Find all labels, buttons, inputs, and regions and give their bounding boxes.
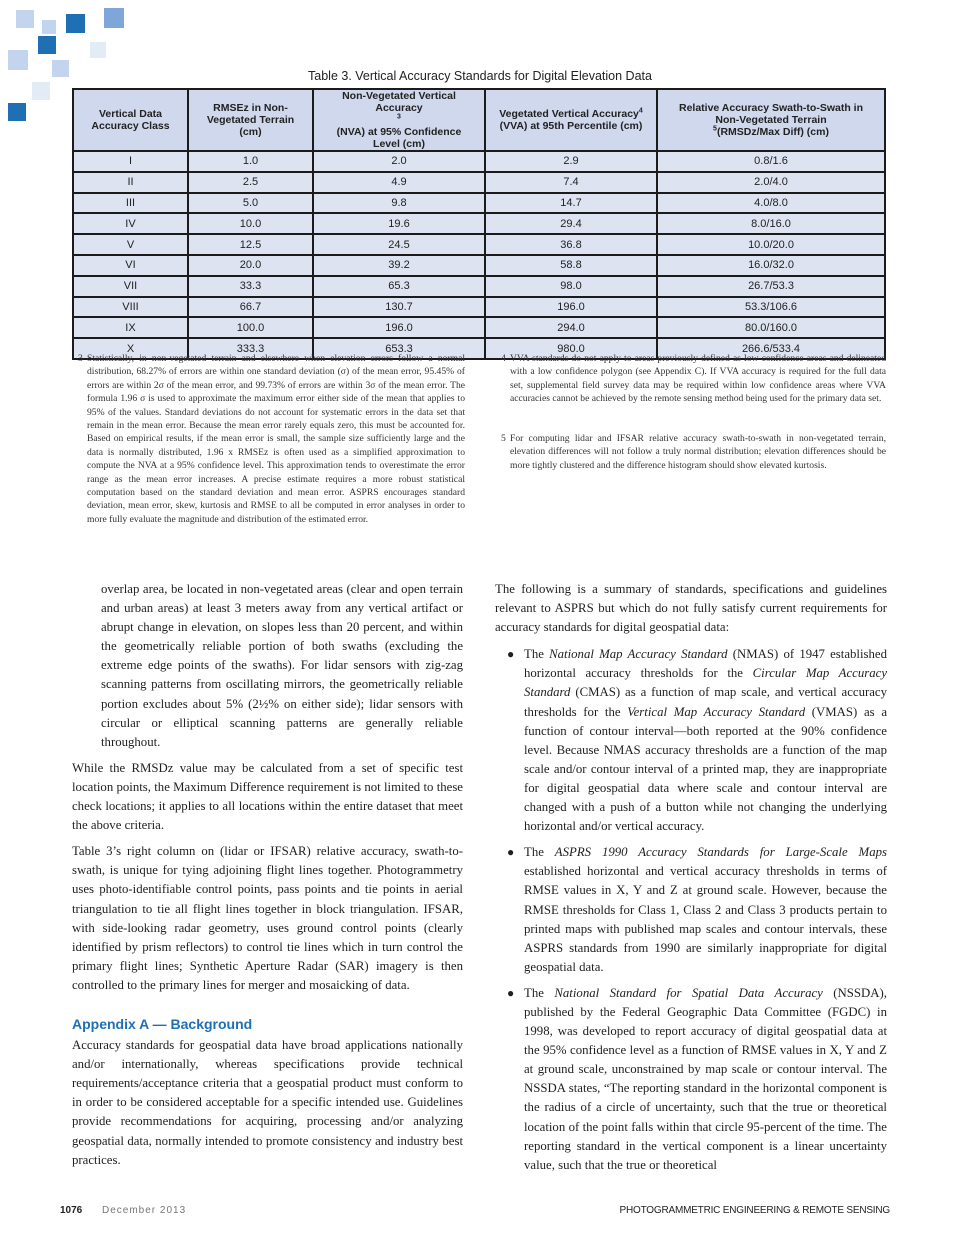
deco-square xyxy=(38,36,56,54)
cell-relative: 0.8/1.6 xyxy=(658,152,884,173)
cell-vva: 196.0 xyxy=(486,298,658,319)
cell-nva: 653.3 xyxy=(314,339,486,358)
cell-class: VII xyxy=(74,277,189,298)
bullet-icon: ● xyxy=(507,845,515,860)
cell-relative: 53.3/106.6 xyxy=(658,298,884,319)
body-paragraph: overlap area, be located in non-vegetated areas (clear and open terrain and urban areas) at least 3 meters away from any vertical artifact or abrupt change in elevation, on slopes less than 20 percent, and within the geometrically reliable portion of both swaths (excluding the extreme edge points of the swaths). For lidar sensors with zig-zag scanning patterns from oscillating mirrors, the geometrically reliable portion excludes about 5% (2½% on either side); lidar sensors with circular or elliptical scanning patterns are generally reliable throughout. xyxy=(101,582,463,749)
cell-relative: 266.6/533.4 xyxy=(658,339,884,358)
deco-square xyxy=(8,103,26,121)
cell-nva: 39.2 xyxy=(314,256,486,277)
footnote-number: 5 xyxy=(501,433,506,444)
cell-rmsez: 33.3 xyxy=(189,277,314,298)
header-vva: Vegetated Vertical Accuracy$^4$(VVA) at 95th Percentile (cm) xyxy=(486,90,658,152)
table-row xyxy=(74,318,884,339)
cell-relative: 16.0/32.0 xyxy=(658,256,884,277)
table-row xyxy=(74,152,884,173)
header-nva: Non-Vegetated Vertical Accuracy$^3$(NVA) at 95% Confidence Level (cm) xyxy=(314,90,486,152)
footer-journal-title: PHOTOGRAMMETRIC ENGINEERING & REMOTE SENSING xyxy=(619,1205,890,1216)
table-row xyxy=(74,194,884,215)
cell-vva: 98.0 xyxy=(486,277,658,298)
cell-relative: 80.0/160.0 xyxy=(658,318,884,339)
cell-rmsez: 20.0 xyxy=(189,256,314,277)
list-item: ● The National Standard for Spatial Data Accuracy (NSSDA), published by the Federal Geographic Data Committee (FGDC) in 1998, was developed to report accuracy of digital geospatial data at the 95% confidence level as a function of RMSE values in X, Y and Z at ground scale, unconstrained by map scale or contour interval. The NSSDA states, “The reporting standard in the horizontal component is the radius of a circle of uncertainty, such that the true or theoretical location of the point falls within that circle 95-percent of the time. The reporting standard in the vertical component is a linear uncertainty value, such that the true or theoretical xyxy=(507,985,887,1172)
footer-page-number: 1076 xyxy=(60,1205,83,1216)
cell-rmsez: 12.5 xyxy=(189,235,314,256)
cell-vva: 980.0 xyxy=(486,339,658,358)
cell-nva: 24.5 xyxy=(314,235,486,256)
cell-nva: 2.0 xyxy=(314,152,486,173)
bullet-icon: ● xyxy=(507,647,515,662)
cell-class: X xyxy=(74,339,189,358)
cell-relative: 8.0/16.0 xyxy=(658,214,884,235)
cell-class: VIII xyxy=(74,298,189,319)
footnote-number: 4 xyxy=(501,353,506,364)
cell-class: V xyxy=(74,235,189,256)
footnote-text: For computing lidar and IFSAR relative accuracy swath-to-swath in non-vegetated terrain, elevation differences will not follow a truly normal distribution; elevation differences should be more tightly clustered and the difference histogram should show elevated kurtosis. xyxy=(510,433,886,471)
body-paragraph: Table 3’s right column on (lidar or IFSAR) relative accuracy, swath-to-swath, is unique for tying adjoining flight lines together. Photogrammetry uses photo-identifiable control points, pass points and tie points in aerial triangulation to tie all flight lines together in block triangulation. IFSAR, with side-looking radar geometry, uses ground control points (clearly identified by prism reflectors) to control tie lines which in turn control the primary flight lines; Synthetic Aperture Radar (SAR) imagery is then controlled to the primary lines for merger and mosaicking of data. xyxy=(72,844,463,992)
deco-square xyxy=(104,8,124,28)
section-heading: Appendix A — Background xyxy=(72,1015,253,1032)
bullet-icon: ● xyxy=(507,985,515,1000)
cell-vva: 58.8 xyxy=(486,256,658,277)
right-column xyxy=(495,580,887,1182)
footnote-text: VVA standards do not apply to areas previously defined as low confidence areas and delineated with a low confidence polygon (see Appendix C). If VVA accuracy is required for the full data set, supplemental field survey data may be required within low confidence areas where VVA accuracies cannot be achieved by the remote sensing method being used for the primary data set. xyxy=(510,353,886,405)
table-row xyxy=(74,298,884,319)
deco-square xyxy=(8,50,28,70)
cell-relative: 2.0/4.0 xyxy=(658,173,884,194)
footnote-4 xyxy=(501,352,886,406)
table-row xyxy=(74,256,884,277)
cell-nva: 19.6 xyxy=(314,214,486,235)
list-item: ● The National Map Accuracy Standard (NMAS) of 1947 established horizontal accuracy thresholds for the Circular Map Accuracy Standard (CMAS) as a function of map scale, and vertical accuracy thresholds for the Vertical Map Accuracy Standard (VMAS) as a function of contour interval—both reported at the 90% confidence level. Because NMAS accuracy thresholds are a function of the map scale and/or contour interval of a printed map, they are inappropriate for digital geospatial data where scale and contour interval are changed with a push of a button while not changing the underlying horizontal and/or vertical accuracy. xyxy=(507,647,887,834)
cell-class: IX xyxy=(74,318,189,339)
cell-nva: 65.3 xyxy=(314,277,486,298)
cell-rmsez: 66.7 xyxy=(189,298,314,319)
header-relative-accuracy: Relative Accuracy Swath-to-Swath in Non-Vegetated Terrain$^5$(RMSDz/Max Diff) (cm) xyxy=(658,90,884,152)
table-row xyxy=(74,173,884,194)
cell-vva: 29.4 xyxy=(486,214,658,235)
footnote-3 xyxy=(78,352,465,526)
cell-relative: 10.0/20.0 xyxy=(658,235,884,256)
cell-vva: 2.9 xyxy=(486,152,658,173)
body-paragraph: Accuracy standards for geospatial data have broad applications nationally and/or internationally, whereas specifications provide technical requirements/acceptance criteria that a geospatial product must conform to in order to be considered acceptable for a specific intended use. Guidelines provide recommendations for acquiring, processing and/or analyzing geospatial data, normally intended to promote consistency and industry best practices. xyxy=(72,1038,463,1167)
list-item: ● The ASPRS 1990 Accuracy Standards for Large-Scale Maps established horizontal and vertical accuracy thresholds in terms of RMSE values in X, Y and Z at ground scale. However, because the RMSE thresholds for Class 1, Class 2 and Class 3 products pertain to printed maps with published map scales and contour intervals, these ASPRS standards from 1990 are similarly inappropriate for digital geospatial data. xyxy=(507,845,887,974)
table-row xyxy=(74,214,884,235)
cell-relative: 4.0/8.0 xyxy=(658,194,884,215)
cell-rmsez: 100.0 xyxy=(189,318,314,339)
cell-class: I xyxy=(74,152,189,173)
footnote-text: Statistically, in non-vegetated terrain and elsewhere when elevation errors follow a normal distribution, 68.27% of errors are within one standard deviation (σ) of the mean error, 95.45% of errors are within 2σ of the mean error, and 99.73% of errors are within 3σ of the mean error. The formula 1.96 σ is used to approximate the maximum error either side of the mean that applies to 95% of the values. Standard deviations do not account for systematic errors in the data set that remain in the mean error. Because the mean error rarely equals zero, this must be accounted for. Based on empirical results, if the mean error is small, the sample size sufficiently large and the data is normally distributed, 1.96 x RMSEz is often used as a simplified approximation to compute the NVA at a 95% confidence level. This approximation tends to overestimate the error range as the mean error increases. A precise estimate requires a more robust statistical computation based on the standard deviation and mean error. ASPRS encourages standard deviation, mean error, skew, kurtosis and RMSE to all be computed in error analyses in order to more fully evaluate the magnitude and distribution of the estimated error. xyxy=(87,353,465,525)
cell-rmsez: 10.0 xyxy=(189,214,314,235)
cell-relative: 26.7/53.3 xyxy=(658,277,884,298)
left-column xyxy=(72,580,463,1177)
deco-square xyxy=(66,14,85,33)
deco-square xyxy=(42,20,56,34)
cell-class: III xyxy=(74,194,189,215)
cell-class: II xyxy=(74,173,189,194)
cell-class: IV xyxy=(74,214,189,235)
deco-square xyxy=(90,42,106,58)
header-accuracy-class: Vertical Data Accuracy Class xyxy=(74,90,189,152)
cell-vva: 294.0 xyxy=(486,318,658,339)
cell-vva: 14.7 xyxy=(486,194,658,215)
cell-rmsez: 333.3 xyxy=(189,339,314,358)
deco-square xyxy=(16,10,34,28)
cell-vva: 7.4 xyxy=(486,173,658,194)
body-paragraph: The following is a summary of standards, specifications and guidelines relevant to ASPRS but which do not fully satisfy current requirements for accuracy standards for digital geospatial data: xyxy=(495,582,887,635)
cell-nva: 130.7 xyxy=(314,298,486,319)
cell-rmsez: 2.5 xyxy=(189,173,314,194)
cell-vva: 36.8 xyxy=(486,235,658,256)
table-header-row xyxy=(74,90,884,152)
deco-square xyxy=(32,82,50,100)
cell-rmsez: 1.0 xyxy=(189,152,314,173)
footnote-5 xyxy=(501,432,886,472)
header-rmsez: RMSEz in Non-Vegetated Terrain (cm) xyxy=(189,90,314,152)
body-paragraph: While the RMSDz value may be calculated from a set of specific test location points, the Maximum Difference requirement is not limited to these check locations; it applies to all locations within the entire dataset that meet the above criteria. xyxy=(72,760,463,833)
footnote-number: 3 xyxy=(78,353,83,364)
footer-date: December 2013 xyxy=(102,1205,187,1216)
table-title: Table 3. Vertical Accuracy Standards for Digital Elevation Data xyxy=(308,69,652,83)
table-row xyxy=(74,235,884,256)
cell-nva: 4.9 xyxy=(314,173,486,194)
cell-nva: 9.8 xyxy=(314,194,486,215)
cell-rmsez: 5.0 xyxy=(189,194,314,215)
cell-nva: 196.0 xyxy=(314,318,486,339)
table-row xyxy=(74,277,884,298)
cell-class: VI xyxy=(74,256,189,277)
vertical-accuracy-table xyxy=(72,88,886,360)
